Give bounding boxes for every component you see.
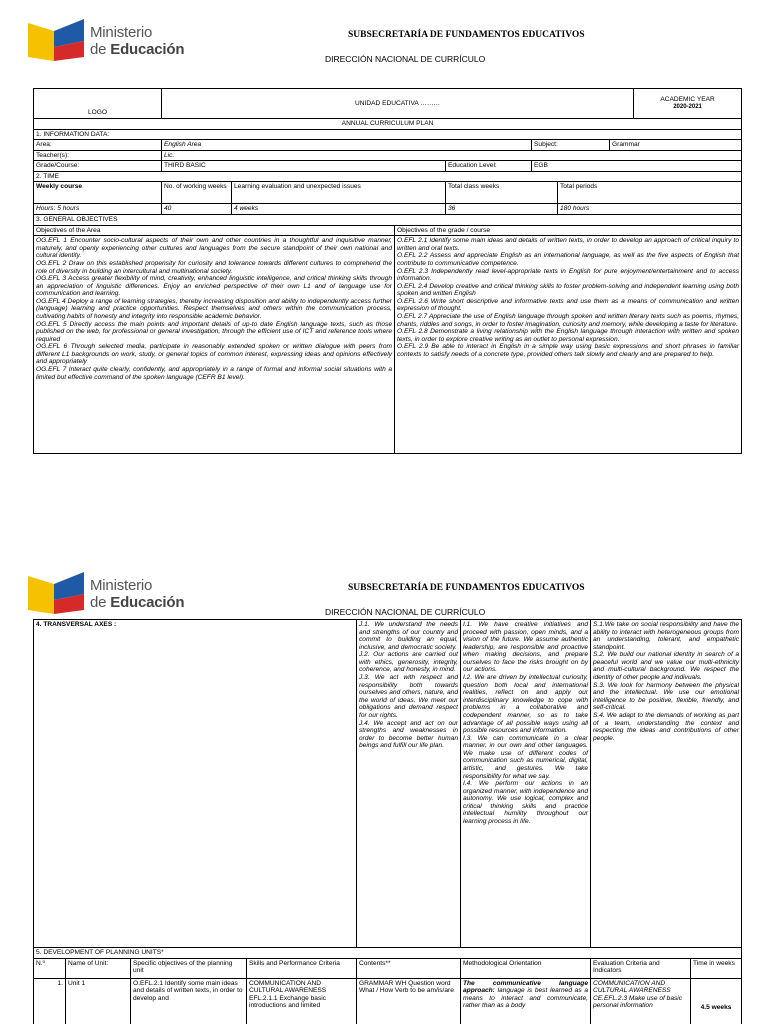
level-value: EGB [532,161,742,172]
area-label: Area: [34,140,162,151]
axes-s-list [591,620,742,948]
objectives-area-header: Objectives of the Area [34,225,395,236]
axis-item: J.2. Our actions are carried out with ethics, generosity, integrity, coherence, and honesty, in mind. [359,651,458,674]
axis-item: S.3. We look for harmony between the physical and the intellectual. We use our emotional intelligence to be positive, flexible, friendly, and self-critical. [593,681,740,712]
development-title: 5. DEVELOPMENT OF PLANNING UNITS* [34,948,742,959]
objective-item: OG.EFL 4 Deploy a range of learning strategies, thereby increasing disposition and ability to independently access further (language) learning and practice opportunities. Respect themselves and others within the communication process, cultivating habits of honesty and integrity into responsible academic behavior. [36,297,392,320]
direccion-heading: DIRECCIÓN NACIONAL DE CURRÍCULO [325,54,486,64]
dev-header-name: Name of Unit: [66,958,131,978]
ministerio-logo [26,570,196,616]
dev-header-time: Time in weeks [691,958,742,978]
unit-evaluation: COMMUNICATION AND CULTURAL AWARENESS CE.EFL.2.3 Make use of basic personal information [591,978,691,1024]
direccion-heading: DIRECCIÓN NACIONAL DE CURRÍCULO [325,607,486,617]
time-value-weeks: 40 [162,204,232,215]
time-value-evaluation: 4 weeks [232,204,446,215]
subject-value: Grammar [610,140,742,151]
subject-label: Subject: [532,140,610,151]
ecuador-flag-icon [26,570,86,614]
ecuador-flag-icon [26,17,86,61]
axis-item: J.4. We accept and act on our strengths and weaknesses in order to become better human beings and fulfill our life plan. [359,719,458,750]
time-header-weeks: No. of working weeks [162,182,232,204]
objective-item: O.EFL 2.8 Demonstrate a living relationship with the English language through interaction with written and spoken texts, in order to explore creative writing as an outlet to personal expression. [397,328,740,343]
axis-item: I.4. We perform our actions in an organized manner, with independence and autonomy. We use logical, complex and critical thinking skills and practice intellectual humility throughout our learning process in life. [463,780,588,826]
academic-year-label: ACADEMIC YEAR [660,96,715,104]
axis-item: I.2. We are driven by intellectual curiosity, question both local and international realities, reflect on and apply our interdisciplinary knowledge to cope with problems in a collaborative and codependent manner, so as to take advantage of all possible ways using all possible resources and information. [463,674,588,735]
time-header-weekly: Weekly course [34,182,162,204]
objective-item: O.EFL 2.3 Independently read level-appropriate texts in English for pure enjoyment/entertainment and to access information. [397,267,740,283]
objective-item: O.EFL 2.9 Be able to interact in English in a simple way using basic expressions and short phrases in familiar contexts to satisfy needs of a concrete type, provided others talk slowly and clearly and are prepared to help. [397,343,740,358]
planning-units-table [33,619,742,1024]
axis-item: S.2. We build our national identity in search of a peaceful world and we value our multi-ethnicity and multi-cultural background. We respect the identity of other people and indivuals. [593,651,740,682]
page-2 [0,553,768,1024]
axes-j-list [357,620,461,948]
dev-header-num: N.º [34,958,66,978]
area-value: English Area [162,140,532,151]
objective-item: O.EFL 2.6 Write short descriptive and informative texts and use them as a means of communication and written expression of thought. [397,297,740,313]
objective-item: O.EFL 2.1 Identify some main ideas and details of written texts, in order to develop an approach of critical inquiry to written and oral texts. [397,237,740,252]
axis-item: S.1.We take on social responsibility and have the ability to interact with heterogeneous groups from an understanding, tolerant, and empathetic standpoint. [593,621,740,651]
logo-text-ministerio: Ministerio [90,577,153,594]
objectives-grade-header: Objectives of the grade / course [395,225,742,236]
logo-text-ministerio: Ministerio [90,24,153,41]
transversal-title: 4. TRANSVERSAL AXES : [34,620,357,948]
unit-num: 1. [34,978,66,1024]
objective-item: OG.EFL 1 Encounter socio-cultural aspects of their own and other countries in a thoughtful and inquisitive manner, maturely, and openly experiencing other cultures and languages from the secure standpoint of their own national and cultural identity. [36,237,392,260]
unit-contents: GRAMMAR WH Question word What / How Verb to be am/is/are [357,978,461,1024]
time-value-periods: 180 hours [558,204,742,215]
method-approach-text: language is best learned as a means to interact and communicate, rather than as a body [463,987,588,1010]
plan-title-cell: ANNUAL CURRICULUM PLAN [34,119,742,130]
objective-item: OG.EFL 3 Access greater flexibility of mind, creativity, enhanced linguistic intelligence, and critical thinking skills through an appreciation of linguistic differences. Enjoy an enriched perspective of their own L1 and of language use for communication and learning. [36,275,392,298]
grade-value: THIRD BASIC [162,161,446,172]
unit-objectives: O.EFL.2.1 Identify some main ideas and details of written texts, in order to develop and [131,978,247,1024]
objective-item: O.EFL 2.4 Develop creative and critical thinking skills to foster problem-solving and independent learning using both spoken and written English [397,282,740,298]
grade-label: Grade/Course: [34,161,162,172]
academic-year-value: 2020-2021 [673,103,702,110]
general-objectives-title: 3. GENERAL OBJECTIVES [34,215,742,226]
axes-i-list [461,620,591,948]
time-header-evaluation: Learning evaluation and unexpected issues [232,182,446,204]
time-value-weekly: Hours: 5 hours [34,204,162,215]
dev-header-objectives: Specific objectives of the planning unit [131,958,247,978]
time-value-total-weeks: 36 [446,204,558,215]
method-approach-label: The communicative language approach: [463,979,588,995]
objective-item: OG.EFL 7 Interact quite clearly, confidently, and appropriately in a range of formal and informal social situations with a limited but effective command of the spoken language (CEFR B1 level). [36,366,392,381]
axis-item: J.3. We act with respect and responsibility both towards ourselves and others, nature, and the world of ideas. We meet our obligations and demand respect for our rights. [359,674,458,719]
axis-item: J.1. We understand the needs and strengths of our country and commit to building an equal, inclusive, and democratic society. [359,621,458,651]
ministerio-logo [26,17,196,63]
unit-method [461,978,591,1024]
logo-text-educacion: de Educación [90,594,185,611]
objectives-area-list [34,236,395,454]
unidad-cell: UNIDAD EDUCATIVA ……… [162,89,634,119]
axis-item: S.4. We adapt to the demands of working as part of a team, understanding the context and respecting the ideas and contributions of other people. [593,711,740,742]
objectives-grade-list [395,236,742,454]
annual-plan-table [33,88,742,454]
time-title-cell: 2. TIME [34,171,742,182]
level-label: Education Level: [446,161,532,172]
axis-item: I.3. We can communicate in a clear manner, in our own and other languages. We make use of different codes of communication such as numerical, digital, artistic, and gestures. We take responsibility for what we say. [463,734,588,780]
objective-item: OG.EFL 6 Through selected media, participate in reasonably extended spoken or written dialogue with peers from different L1 backgrounds on work, study, or general topics of common interest, expressing ideas and opinions effectively and appropriately [36,343,392,366]
time-header-total-weeks: Total class weeks [446,182,558,204]
info-title-cell: 1. INFORMATION DATA: [34,129,742,140]
axis-item: I.1. We have creative initiatives and proceed with passion, open minds, and a vision of the future. We assume authentic leadership, are responsible and proactive when making decisions, and prepare ourselves to face the risks brought on by our actions. [463,621,588,674]
unit-time: 4.5 weeks [691,978,742,1024]
dev-header-evaluation: Evaluation Criteria and Indicators [591,958,691,978]
teacher-value: Lic. [162,150,742,161]
time-header-periods: Total periods [558,182,742,204]
subsecretaria-heading: SUBSECRETARÍA DE FUNDAMENTOS EDUCATIVOS [348,583,585,593]
objective-item: OG.EFL 5 Directly access the main points and important details of up-to date English language texts, such as those published on the web, for professional or general investigation, through the efficient use of ICT and reference tools where required [36,320,392,343]
dev-header-method: Methodological Orientation [461,958,591,978]
subsecretaria-heading: SUBSECRETARÍA DE FUNDAMENTOS EDUCATIVOS [348,30,585,40]
dev-header-contents: Contents** [357,958,461,978]
objective-item: O.EFL 2.2 Assess and appreciate English as an international language, as well as the five aspects of English that contribute to communicative competence. [397,252,740,267]
logo-text-educacion: de Educación [90,41,185,58]
unit-skills: COMMUNICATION AND CULTURAL AWARENESS EFL.2.1.1 Exchange basic introductions and limited [247,978,357,1024]
unit-name: Unit 1 [66,978,131,1024]
dev-header-skills: Skills and Performance Criteria [247,958,357,978]
academic-year-cell [634,89,742,119]
logo-cell: LOGO [34,89,162,119]
teacher-label: Teacher(s): [34,150,162,161]
objective-item: OG.EFL 2 Draw on this established propensity for curiosity and tolerance towards different cultures to comprehend the role of diversity in building an intercultural and multinational society. [36,259,392,275]
objective-item: O.EFL 2.7 Appreciate the use of English language through spoken and written literary texts such as poems, rhymes, chants, riddles and songs, in order to foster imagination, curiosity and memory, while developing a taste for literature. [397,312,740,328]
